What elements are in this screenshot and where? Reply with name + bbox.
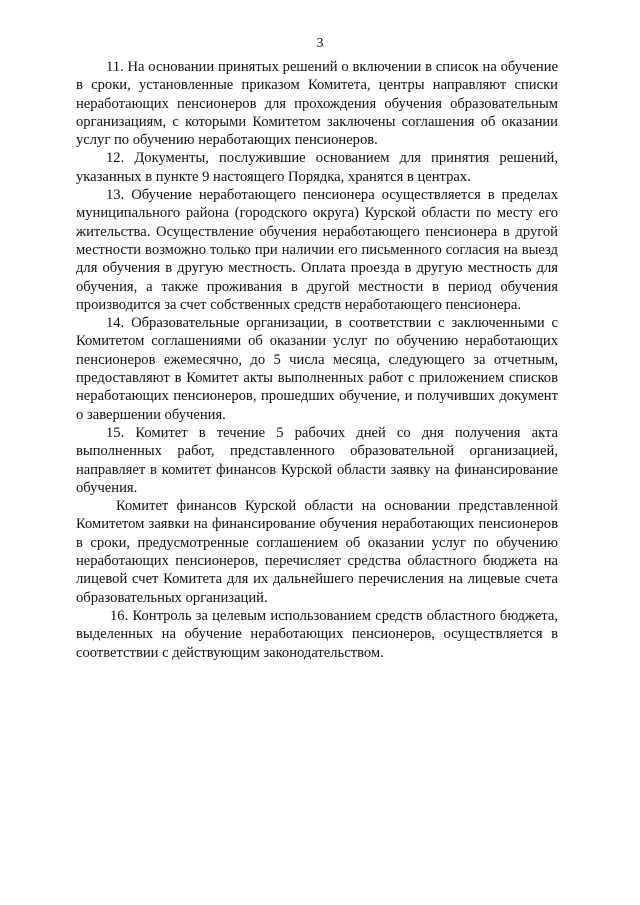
document-body [76,58,558,662]
paragraph-12: 12. Документы, послужившие основанием для принятия решений, указанных в пункте 9 настоящего Порядка, хранятся в центрах. [76,150,558,185]
paragraph-11: 11. На основании принятых решений о включении в список на обучение в сроки, установленные приказом Комитета, центры направляют списки неработающих пенсионеров для прохождения обучения образовательным организациям, с которыми Комитетом заключены соглашения об оказании услуг по обучению неработающих пенсионеров. [76,59,558,149]
paragraph-16: 16. Контроль за целевым использованием средств областного бюджета, выделенных на обучение неработающих пенсионеров, осуществляется в соответствии с действующим законодательством. [76,607,558,661]
paragraph-15-continuation: Комитет финансов Курской области на основании представленной Комитетом заявки на финансирование обучения неработающих пенсионеров в сроки, предусмотренные соглашением об оказании услуг по обучению неработающих пенсионеров, перечисляет средства областного бюджета на лицевой счет Комитета для их дальнейшего перечисления на лицевые счета образовательных организаций. [76,498,558,606]
paragraph-13: 13. Обучение неработающего пенсионера осуществляется в пределах муниципального района (городского округа) Курской области по месту его жительства. Осуществление обучения неработающего пенсионера в другой местности возможно только при наличии его письменного согласия на выезд для обучения в другую местность. Оплата проезда в другую местность для обучения, а также проживания в другой местности в период обучения производится за счет собственных средств неработающего пенсионера. [76,187,558,313]
page-number: 3 [316,36,324,51]
paragraph-14: 14. Образовательные организации, в соответствии с заключенными с Комитетом соглашениями об оказании услуг по обучению неработающих пенсионеров ежемесячно, до 5 числа месяца, следующего за отчетным, предоставляют в Комитет акты выполненных работ с приложением списков неработающих пенсионеров, прошедших обучение, и получивших документ о завершении обучения. [76,315,558,423]
paragraph-15: 15. Комитет в течение 5 рабочих дней со дня получения акта выполненных работ, представленного образовательной организацией, направляет в комитет финансов Курской области заявку на финансирование обучения. [76,424,558,496]
